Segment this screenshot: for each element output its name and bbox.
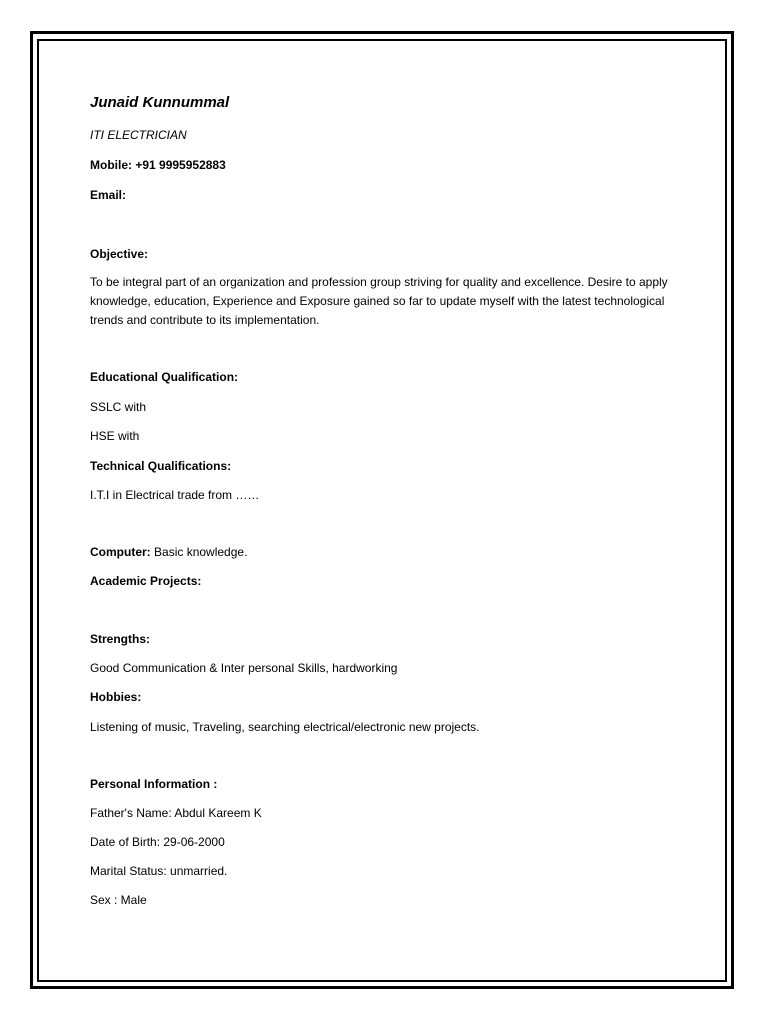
mobile-line bbox=[90, 158, 226, 172]
computer-value: Basic knowledge. bbox=[154, 545, 248, 559]
technical-heading: Technical Qualifications: bbox=[90, 459, 232, 473]
date-of-birth: Date of Birth: 29-06-2000 bbox=[90, 835, 225, 849]
objective-heading: Objective: bbox=[90, 247, 149, 261]
mobile-label: Mobile: bbox=[90, 158, 132, 172]
mobile-value: +91 9995952883 bbox=[135, 158, 226, 172]
education-item: HSE with bbox=[90, 429, 140, 443]
computer-label: Computer: bbox=[90, 545, 151, 559]
sex: Sex : Male bbox=[90, 893, 147, 907]
objective-text: To be integral part of an organization and profession group striving for quality and excellence. Desire to apply knowledge, education, Experience and Exposure gained so far to update myself with the latest technological trends and contribute to its implementation. bbox=[90, 275, 668, 327]
education-item: SSLC with bbox=[90, 400, 147, 414]
personal-heading: Personal Information : bbox=[90, 777, 218, 791]
email-label: Email: bbox=[90, 188, 127, 202]
computer-line bbox=[90, 545, 247, 559]
technical-item: I.T.I in Electrical trade from …… bbox=[90, 488, 260, 502]
father-name: Father's Name: Abdul Kareem K bbox=[90, 806, 262, 820]
job-title: ITI ELECTRICIAN bbox=[90, 128, 187, 142]
marital-status: Marital Status: unmarried. bbox=[90, 864, 228, 878]
hobbies-text: Listening of music, Traveling, searching electrical/electronic new projects. bbox=[90, 720, 480, 734]
projects-heading: Academic Projects: bbox=[90, 574, 202, 588]
candidate-name: Junaid Kunnummal bbox=[90, 94, 230, 111]
strengths-text: Good Communication & Inter personal Skills, hardworking bbox=[90, 661, 398, 675]
education-heading: Educational Qualification: bbox=[90, 370, 239, 384]
strengths-heading: Strengths: bbox=[90, 632, 150, 646]
hobbies-heading: Hobbies: bbox=[90, 690, 142, 704]
